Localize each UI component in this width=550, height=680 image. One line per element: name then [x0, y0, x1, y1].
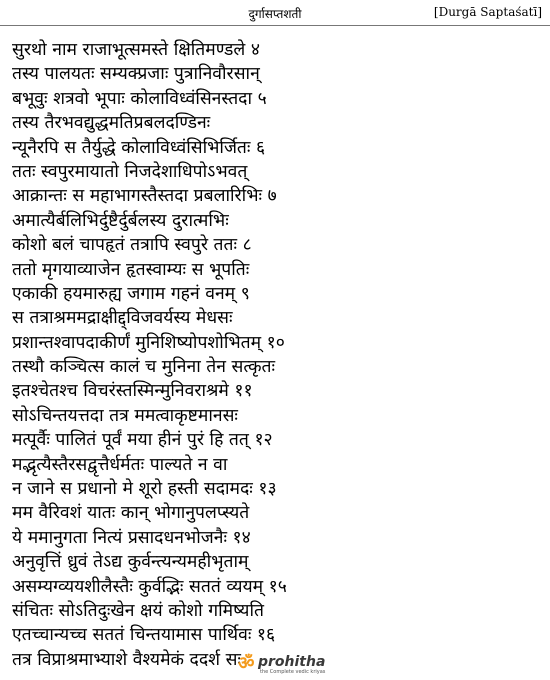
verse-line: एतच्चान्यच्च सततं चिन्तयामास पार्थिवः १६: [12, 625, 276, 646]
verse-line: ततः स्वपुरमायातो निजदेशाधिपोऽभवत्: [12, 161, 248, 182]
header-divider: [0, 25, 550, 26]
verse-line: प्रशान्तश्वापदाकीर्णं मुनिशिष्योपशोभितम् १०: [12, 332, 285, 353]
verse-line: ततो मृगयाव्याजेन हृतस्वाम्यः स भूपतिः: [12, 259, 250, 280]
page-title-latin: [Durgā Saptaśatī]: [433, 5, 542, 19]
verse-line: मम वैरिवशं यातः कान् भोगानुपलप्स्यते: [12, 503, 250, 524]
verse-line: न जाने स प्रधानो मे शूरो हस्ती सदामदः १३: [12, 479, 277, 500]
logo-wordmark: prohitha: [258, 654, 326, 670]
verse-line: एकाकी हयमारुह्य जगाम गहनं वनम् ९: [12, 283, 250, 304]
verse-line: मद्भृत्यैस्तैरसद्वृत्तैर्धर्मतः पाल्यते न वा: [12, 454, 228, 475]
verse-list: [12, 38, 542, 672]
verse-line: ये ममानुगता नित्यं प्रसादधनभोजनैः १४: [12, 527, 251, 548]
verse-line: सुरथो नाम राजाभूत्समस्ते क्षितिमण्डले ४: [12, 40, 260, 60]
verse-line: अमात्यैर्बलिभिर्दुष्टैर्दुर्बलस्य दुरात्मभिः: [12, 210, 229, 231]
verse-line: न्यूनैरपि स तैर्युद्धे कोलाविध्वंसिभिर्जितः ६: [12, 137, 266, 158]
om-icon: ॐ: [238, 653, 255, 674]
verse-line: मत्पूर्वैः पालितं पूर्वं मया हीनं पुरं हि तत् १२: [12, 430, 273, 451]
verse-line: स तत्राश्रममद्राक्षीद्द्विजवर्यस्य मेधसः: [12, 308, 233, 329]
verse-line: आक्रान्तः स महाभागस्तैस्तदा प्रबलारिभिः ७: [12, 186, 277, 207]
prohitha-logo: [238, 654, 358, 680]
logo-tagline: the Complete vedic kriyas: [260, 669, 326, 675]
verse-line: संचितः सोऽतिदुःखेन क्षयं कोशो गमिष्यति: [12, 600, 264, 621]
verse-line: तस्य पालयतः सम्यक्प्रजाः पुत्रानिवौरसान्: [12, 64, 260, 85]
verse-line: कोशो बलं चापहृतं तत्रापि स्वपुरे ततः ८: [12, 235, 252, 256]
page-header: [0, 3, 550, 25]
verse-line: इतश्चेतश्च विचरंस्तस्मिन्मुनिवराश्रमे ११: [12, 381, 253, 402]
verse-line: असम्यग्व्ययशीलैस्तैः कुर्वद्भिः सततं व्ययम् १५: [12, 576, 287, 597]
verse-line: तस्य तैरभवद्युद्धमतिप्रबलदण्डिनः: [12, 113, 211, 134]
verse-line: सोऽचिन्तयत्तदा तत्र ममत्वाकृष्टमानसः: [12, 405, 238, 426]
verse-line: अनुवृत्तिं ध्रुवं तेऽद्य कुर्वन्त्यन्यमहीभृताम्: [12, 552, 249, 573]
verse-line: तत्र विप्राश्रमाभ्याशे वैश्यमेकं ददर्श सः: [12, 649, 241, 670]
verse-line: तस्थौ कञ्चित्स कालं च मुनिना तेन सत्कृतः: [12, 357, 276, 378]
page-title: दुर्गासप्तशती: [248, 7, 302, 21]
verse-line: बभूवुः शत्रवो भूपाः कोलाविध्वंसिनस्तदा ५: [12, 88, 267, 109]
